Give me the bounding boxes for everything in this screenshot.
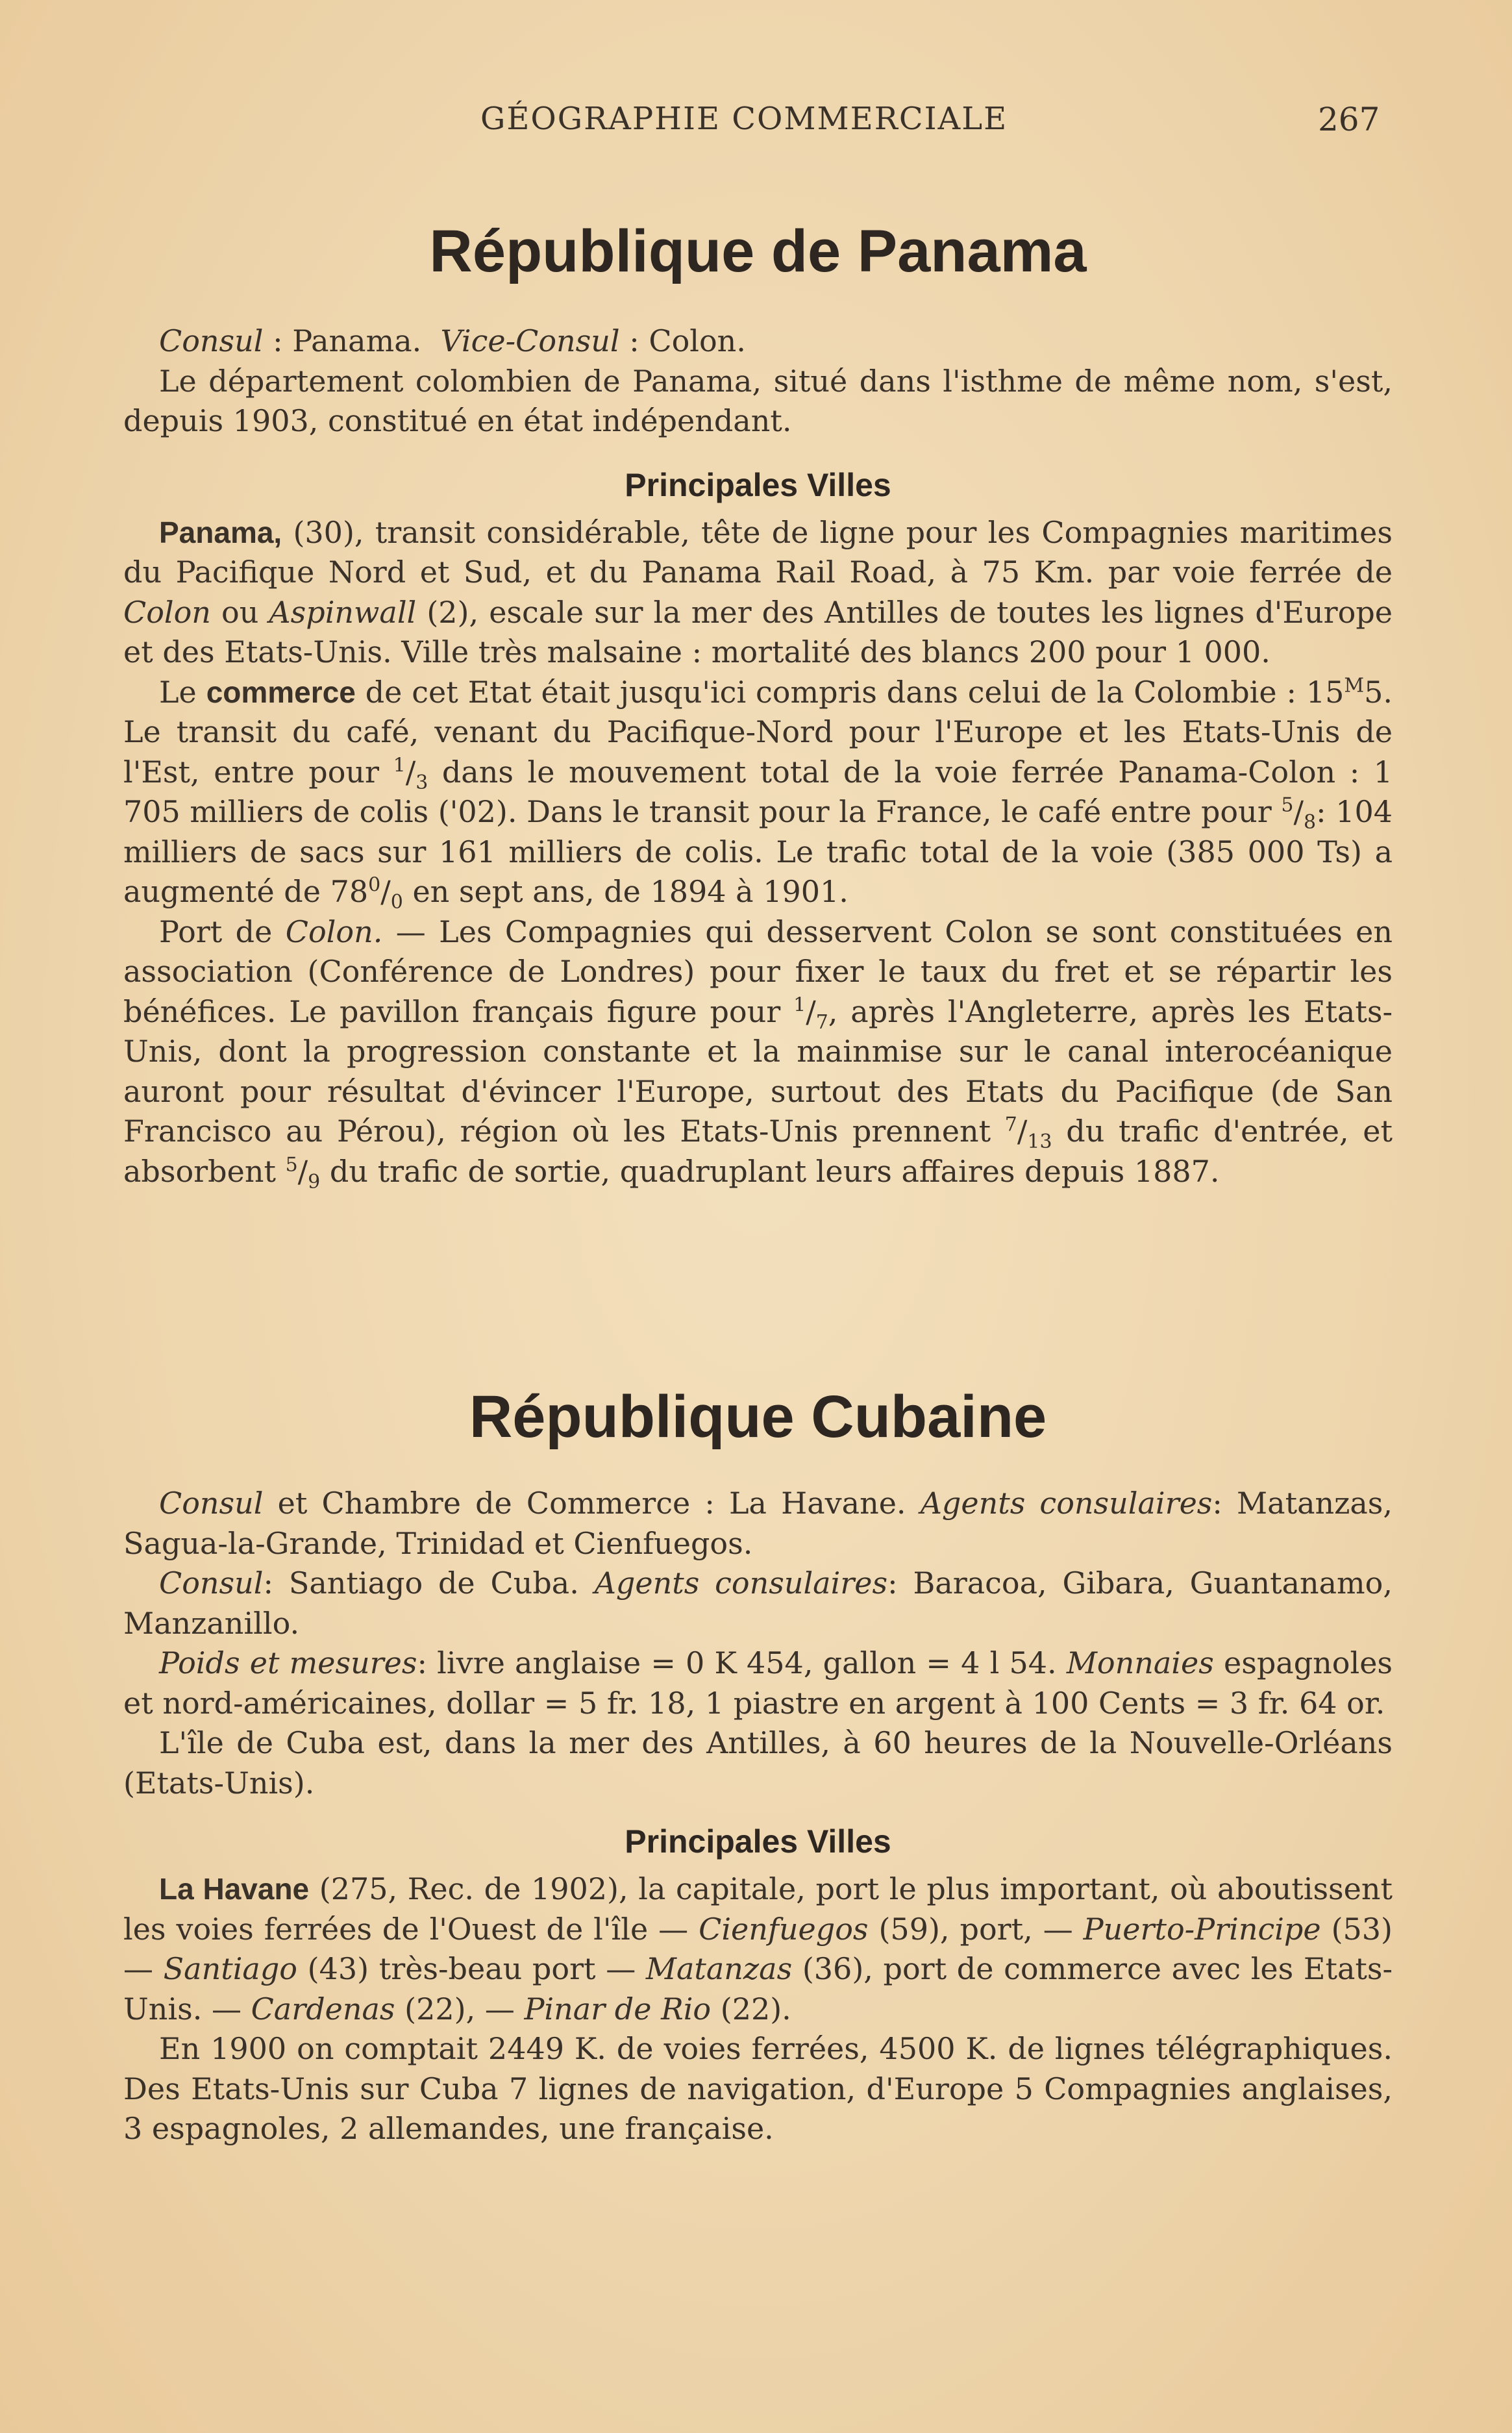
cuba-poids-paragraph	[123, 1643, 1393, 1723]
frac-den: 8	[1303, 811, 1317, 834]
running-title: GÉOGRAPHIE COMMERCIALE	[480, 101, 1008, 137]
panama-intro: Le département colombien de Panama, situé dans l'isthme de même nom, s'est, depuis 1903, constitué en état indépendant.	[123, 363, 1393, 438]
fraction-one-third: $^1/_3$	[393, 754, 428, 794]
frac-num: 0	[368, 873, 381, 897]
cuba-ile-paragraph: L'île de Cuba est, dans la mer des Antilles, à 60 heures de la Nouvelle-Orléans (Etats-Unis).	[123, 1725, 1393, 1801]
city-matanzas: Matanzas	[645, 1951, 793, 1986]
consul-text: : Santiago de Cuba.	[263, 1566, 579, 1601]
commerce-text-c: dans le mouvement total de la voie ferrée Panama-Colon : 1 705 milliers de colis ('02). Dans le transit pour la France, le café entre pour	[123, 754, 1393, 829]
frac-den: 9	[308, 1170, 321, 1193]
city-pinar-de-rio: Pinar de Rio	[524, 1991, 712, 2027]
frac-num: 7	[1004, 1113, 1017, 1136]
agents-text: : Matanzas, Sagua-la-Grande, Trinidad et Cienfuegos.	[123, 1486, 1393, 1561]
consul-label: Consul	[159, 323, 264, 358]
port-text-d: du trafic de sortie, quadruplant leurs affaires depuis 1887.	[329, 1153, 1220, 1189]
poids-label: Poids et mesures	[159, 1645, 417, 1680]
percent-sign: $^0/_0$	[368, 873, 403, 914]
consul-label: Consul	[159, 1566, 264, 1601]
frac-num: 1	[393, 754, 406, 777]
cuba-consul2-paragraph	[123, 1564, 1393, 1643]
fraction-one-seventh: $^1/_7$	[793, 993, 828, 1034]
villes-text-f: (22), —	[404, 1991, 515, 2027]
vice-consul-value: Colon.	[649, 323, 746, 358]
villes-text-b: (59), port, —	[878, 1911, 1073, 1947]
cuba-stats-paragraph: En 1900 on comptait 2449 K. de voies ferrées, 4500 K. de lignes télégraphiques. Des Etats-Unis sur Cuba 7 lignes de navigation, d'Europe 5 Compagnies anglaises, 3 espagnoles, 2 allemandes, une française.	[123, 2031, 1393, 2146]
port-label: Port de	[159, 914, 273, 949]
city-panama: Panama,	[159, 515, 282, 549]
agents-label: Agents consulaires	[594, 1566, 888, 1601]
villes-text-c: (53) —	[123, 1911, 1393, 1986]
port-text-c: du trafic d'entrée, et absorbent	[123, 1114, 1393, 1189]
consul-label: Consul	[159, 1486, 264, 1521]
frac-den: 13	[1027, 1130, 1052, 1154]
villes-text-a: (275, Rec. de 1902), la capitale, port le plus important, où aboutissent les voies ferrées de l'Ouest de l'île —	[123, 1871, 1393, 1947]
city-aspinwall: Aspinwall	[269, 594, 417, 630]
frac-num: 5	[1281, 793, 1294, 817]
city-havane: La Havane	[159, 1872, 310, 1906]
city-cienfuegos: Cienfuegos	[699, 1911, 869, 1947]
city-puerto-principe: Puerto-Principe	[1083, 1911, 1321, 1947]
monnaies-label: Monnaies	[1066, 1645, 1214, 1680]
panama-villes-heading: Principales Villes	[625, 466, 891, 503]
section-panama	[123, 218, 1393, 286]
villes-ou: ou	[221, 594, 259, 630]
villes-text-e: (36), port de commerce avec les Etats-Unis. —	[123, 1951, 1393, 2027]
panama-villes-paragraph	[123, 513, 1393, 673]
villes-text-g: (22).	[720, 1991, 791, 2027]
commerce-sup: M	[1344, 674, 1365, 697]
panama-title: République de Panama	[429, 218, 1087, 284]
commerce-text-b: 5. Le transit du café, venant du Pacifique-Nord pour l'Europe et les Etats-Unis de l'Est, entre pour	[123, 674, 1393, 790]
frac-den: 7	[815, 1010, 828, 1034]
fraction-five-ninths: $^5/_9$	[285, 1153, 321, 1193]
commerce-text-e: en sept ans, de 1894 à 1901.	[412, 874, 849, 909]
panama-body	[123, 321, 1393, 1192]
cuba-consul-paragraph	[123, 1484, 1393, 1564]
commerce-keyword: commerce	[206, 675, 356, 709]
port-colon: Colon.	[285, 914, 383, 949]
commerce-le: Le	[159, 674, 197, 710]
agents-text: : Baracoa, Gibara, Guantanamo, Manzanillo.	[123, 1566, 1393, 1641]
frac-num: 5	[285, 1153, 298, 1177]
city-santiago: Santiago	[163, 1951, 297, 1986]
city-colon: Colon	[123, 594, 211, 630]
port-text-a: — Les Compagnies qui desservent Colon se sont constituées en association (Conférence de Londres) pour fixer le taux du fret et se répartir les bénéfices. Le pavillon français figure pour	[123, 914, 1393, 1029]
fraction-seven-thirteenths: $^7/_{13}$	[1004, 1113, 1052, 1154]
poids-text: : livre anglaise = 0 K 454, gallon = 4 l 54.	[417, 1645, 1057, 1680]
panama-commerce-paragraph	[123, 673, 1393, 912]
frac-num: 1	[793, 993, 806, 1017]
port-text-b: , après l'Angleterre, après les Etats-Unis, dont la progression constante et la mainmise sur le canal interocéanique auront pour résultat d'évincer l'Europe, surtout des Etats du Pacifique (de San Francisco au Pérou), région où les Etats-Unis prennent	[123, 993, 1393, 1149]
villes-text-b: (2), escale sur la mer des Antilles de toutes les lignes d'Europe et des Etats-Unis. Ville très malsaine : mortalité des blancs 200 pour 1 000.	[123, 594, 1393, 669]
villes-text-d: (43) très-beau port —	[307, 1951, 636, 1986]
cuba-body	[123, 1484, 1393, 2149]
page-number: 267	[1318, 101, 1380, 138]
frac-den: 0	[390, 891, 403, 914]
monnaies-text: espagnoles et nord-américaines, dollar = 5 fr. 18, 1 piastre en argent à 100 Cents = 3 fr. 64 or.	[123, 1645, 1393, 1721]
frac-den: 3	[415, 771, 428, 794]
consul-value: Panama.	[292, 323, 422, 358]
panama-consul-line: Consul : Panama. Vice-Consul : Colon.	[159, 323, 746, 358]
section-cuba	[123, 1383, 1393, 1451]
villes-text-a: (30), transit considérable, tête de ligne pour les Compagnies maritimes du Pacifique Nord et Sud, et du Panama Rail Road, à 75 Km. par voie ferrée de	[123, 514, 1393, 590]
consul-text: et Chambre de Commerce : La Havane.	[277, 1486, 906, 1521]
agents-label: Agents consulaires	[920, 1486, 1213, 1521]
panama-port-paragraph	[123, 912, 1393, 1192]
fraction-five-eighths: $^5/_8$	[1281, 793, 1317, 834]
cuba-villes-paragraph	[123, 1869, 1393, 2029]
commerce-text-a: de cet Etat était jusqu'ici compris dans celui de la Colombie : 15	[365, 674, 1345, 710]
cuba-title: République Cubaine	[469, 1384, 1047, 1450]
commerce-text-d: : 104 milliers de sacs sur 161 milliers de colis. Le trafic total de la voie (385 000 Ts) a augmenté de 78	[123, 794, 1393, 909]
cuba-villes-heading: Principales Villes	[625, 1823, 891, 1860]
city-cardenas: Cardenas	[251, 1991, 395, 2027]
vice-consul-label: Vice-Consul	[440, 323, 620, 358]
